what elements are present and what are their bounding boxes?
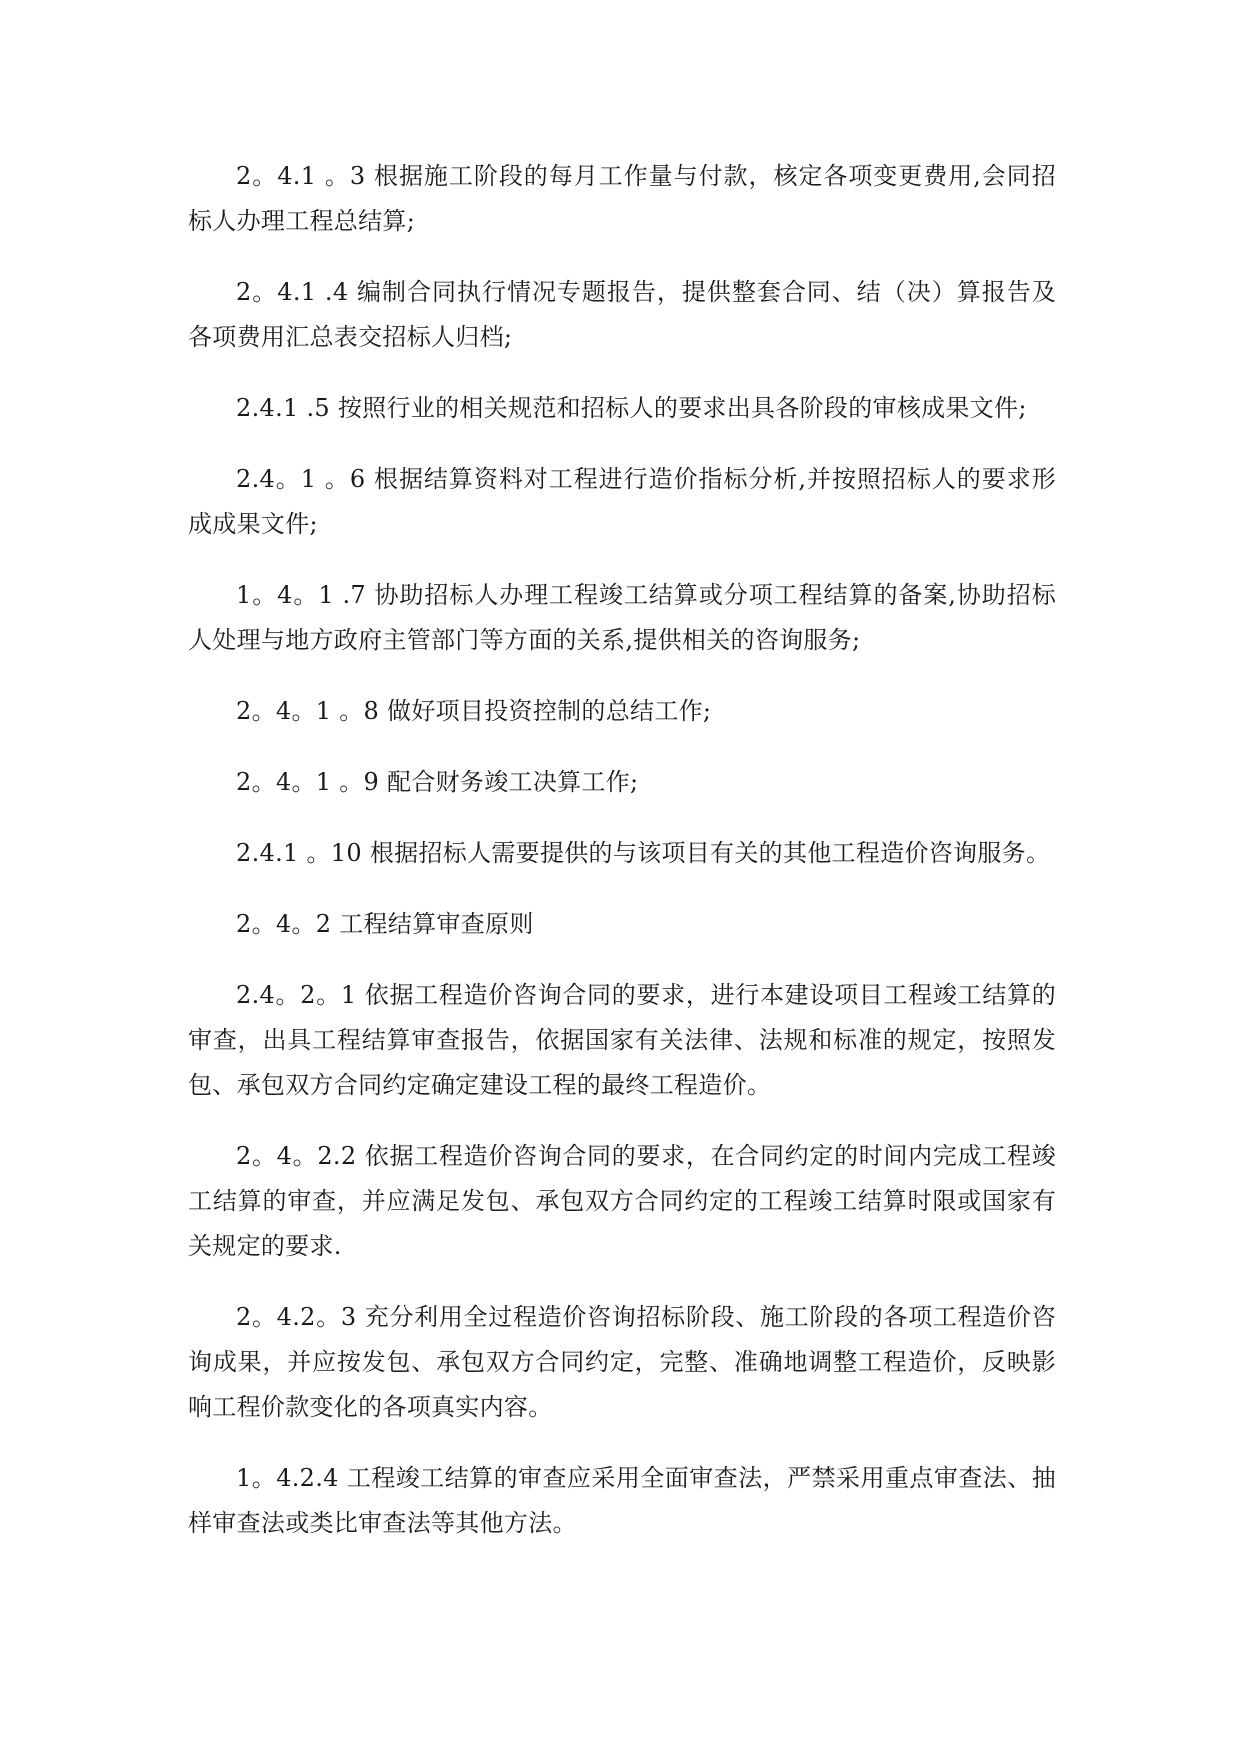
paragraph-2-4-1-9: 2。4。1 。9 配合财务竣工决算工作; bbox=[236, 768, 639, 796]
section-heading-2-4-2: 2。4。2 工程结算审查原则 bbox=[236, 910, 534, 938]
paragraph-2-4-1-6: 2.4。1 。6 根据结算资料对工程进行造价指标分析,并按照招标人的要求形成成果文件; bbox=[188, 465, 1056, 538]
document-body bbox=[188, 154, 1056, 1572]
paragraph-2-4-1-3: 2。4.1 。3 根据施工阶段的每月工作量与付款，核定各项变更费用,会同招标人办理工程总结算; bbox=[188, 162, 1056, 235]
paragraph-2-4-1-10: 2.4.1 。10 根据招标人需要提供的与该项目有关的其他工程造价咨询服务。 bbox=[236, 839, 1051, 867]
paragraph-2-4-1-5: 2.4.1 .5 按照行业的相关规范和招标人的要求出具各阶段的审核成果文件; bbox=[236, 394, 1027, 422]
paragraph-2-4-2-3: 2。4.2。3 充分利用全过程造价咨询招标阶段、施工阶段的各项工程造价咨询成果，并应按发包、承包双方合同约定，完整、准确地调整工程造价，反映影响工程价款变化的各项真实内容。 bbox=[188, 1303, 1056, 1421]
paragraph-2-4-2-2: 2。4。2.2 依据工程造价咨询合同的要求，在合同约定的时间内完成工程竣工结算的审查，并应满足发包、承包双方合同约定的工程竣工结算时限或国家有关规定的要求. bbox=[188, 1142, 1056, 1260]
paragraph-1-4-1-7: 1。4。1 .7 协助招标人办理工程竣工结算或分项工程结算的备案,协助招标人处理与地方政府主管部门等方面的关系,提供相关的咨询服务; bbox=[188, 581, 1056, 654]
paragraph-2-4-1-8: 2。4。1 。8 做好项目投资控制的总结工作; bbox=[236, 697, 712, 725]
paragraph-2-4-2-1: 2.4。2。1 依据工程造价咨询合同的要求，进行本建设项目工程竣工结算的审查，出具工程结算审查报告，依据国家有关法律、法规和标准的规定，按照发包、承包双方合同约定确定建设工程的最终工程造价。 bbox=[188, 981, 1056, 1099]
paragraph-2-4-1-4: 2。4.1 .4 编制合同执行情况专题报告，提供整套合同、结（决）算报告及各项费用汇总表交招标人归档; bbox=[188, 278, 1056, 351]
paragraph-1-4-2-4: 1。4.2.4 工程竣工结算的审查应采用全面审查法，严禁采用重点审查法、抽样审查法或类比审查法等其他方法。 bbox=[188, 1464, 1056, 1537]
